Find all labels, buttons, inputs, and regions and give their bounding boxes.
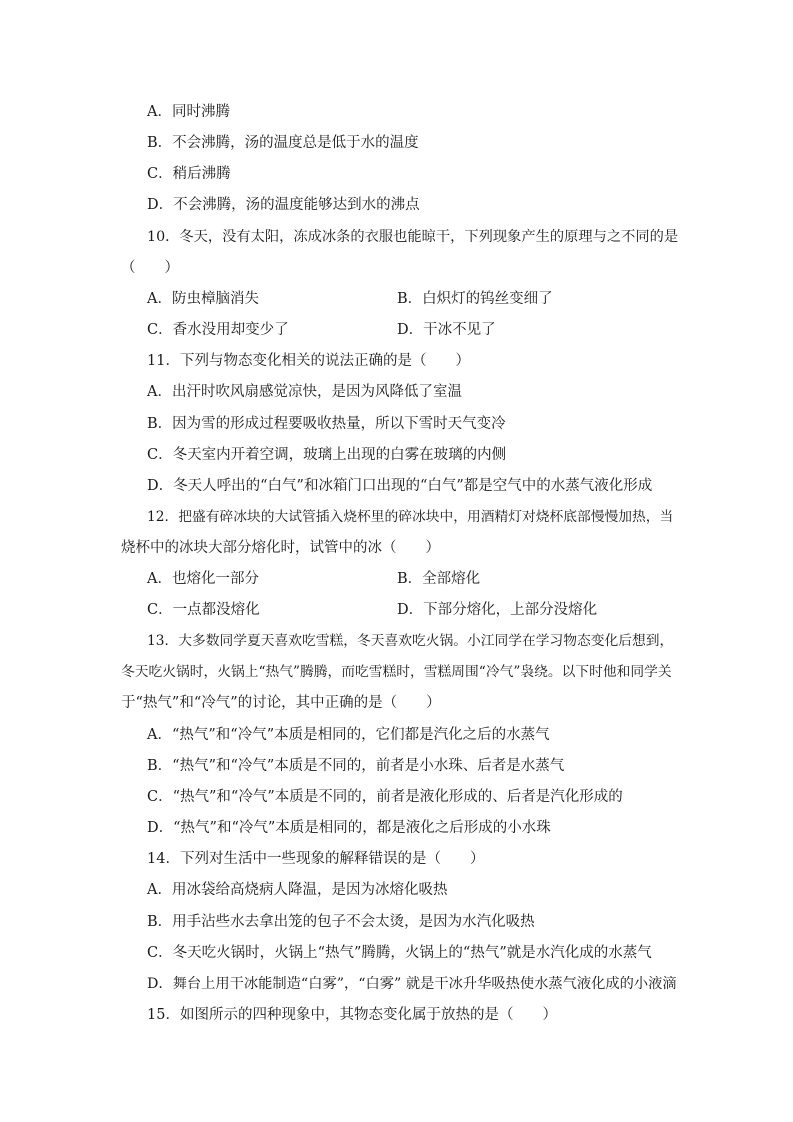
q11-option-a: A．出汗时吹风扇感觉凉快，是因为风降低了室温	[147, 384, 462, 400]
q12-option-b: B．全部熔化	[397, 571, 481, 587]
q10-option-a: A．防虫樟脑消失	[147, 291, 259, 307]
q12-stem: 12．把盛有碎冰块的大试管插入烧杯里的碎冰块中，用酒精灯对烧杯底部慢慢加热，当	[147, 509, 674, 525]
q11-stem: 11．下列与物态变化相关的说法正确的是（ ）	[147, 353, 470, 369]
q9-option-c: C．稍后沸腾	[147, 166, 231, 182]
q11-option-c: C．冬天室内开着空调，玻璃上出现的白雾在玻璃的内侧	[147, 447, 507, 463]
q10-option-b: B．白炽灯的钨丝变细了	[397, 291, 553, 307]
q13-stem-cont-1: 冬天吃火锅时，火锅上“热气”腾腾，而吃雪糕时，雪糕周围“冷气”袅绕。以下时他和同学关	[121, 664, 672, 680]
q9-option-a: A．同时沸腾	[147, 104, 230, 120]
q15-stem: 15．如图所示的四种现象中，其物态变化属于放热的是（ ）	[147, 1007, 557, 1023]
q10-option-c: C．香水没用却变少了	[147, 322, 289, 338]
q13-option-a: A．“热气”和“冷气”本质是相同的，它们都是汽化之后的水蒸气	[147, 727, 550, 743]
q11-option-b: B．因为雪的形成过程要吸收热量，所以下雪时天气变冷	[147, 416, 506, 432]
q9-option-d: D．不会沸腾，汤的温度能够达到水的沸点	[147, 197, 420, 213]
q13-stem-cont-2: 于“热气”和“冷气”的讨论，其中正确的是（ ）	[121, 695, 441, 711]
q12-option-d: D．下部分熔化，上部分没熔化	[397, 602, 598, 618]
q14-option-b: B．用手沾些水去拿出笼的包子不会太烫，是因为水汽化吸热	[147, 914, 535, 930]
q14-stem: 14．下列对生活中一些现象的解释错误的是（ ）	[147, 851, 485, 867]
q14-option-a: A．用冰袋给高烧病人降温，是因为冰熔化吸热	[147, 882, 448, 898]
q14-option-d: D．舞台上用干冰能制造“白雾”，“白雾” 就是干冰升华吸热使水蒸气液化成的小液滴	[147, 976, 677, 992]
q12-stem-cont: 烧杯中的冰块大部分熔化时，试管中的冰（ ）	[121, 540, 440, 556]
q13-option-d: D．“热气”和“冷气”本质是相同的，都是液化之后形成的小水珠	[147, 820, 551, 836]
q11-option-d: D．冬天人呼出的“白气”和冰箱门口出现的“白气”都是空气中的水蒸气液化形成	[147, 478, 653, 494]
q9-option-b: B．不会沸腾，汤的温度总是低于水的温度	[147, 135, 419, 151]
q13-option-b: B．“热气”和“冷气”本质是不同的，前者是小水珠、后者是水蒸气	[147, 758, 565, 774]
q12-option-c: C．一点都没熔化	[147, 602, 260, 618]
q10-stem-cont: （ ）	[121, 260, 179, 276]
q14-option-c: C．冬天吃火锅时，火锅上“热气”腾腾，火锅上的“热气”就是水汽化成的水蒸气	[147, 945, 652, 961]
q13-option-c: C．“热气”和“冷气”本质是不同的，前者是液化形成的、后者是汽化形成的	[147, 789, 623, 805]
q13-stem: 13．大多数同学夏天喜欢吃雪糕，冬天喜欢吃火锅。小江同学在学习物态变化后想到，	[147, 633, 674, 649]
q10-option-d: D．干冰不见了	[397, 322, 496, 338]
q10-stem: 10．冬天，没有太阳，冻成冰条的衣服也能晾干，下列现象产生的原理与之不同的是	[147, 229, 679, 245]
q12-option-a: A．也熔化一部分	[147, 571, 259, 587]
